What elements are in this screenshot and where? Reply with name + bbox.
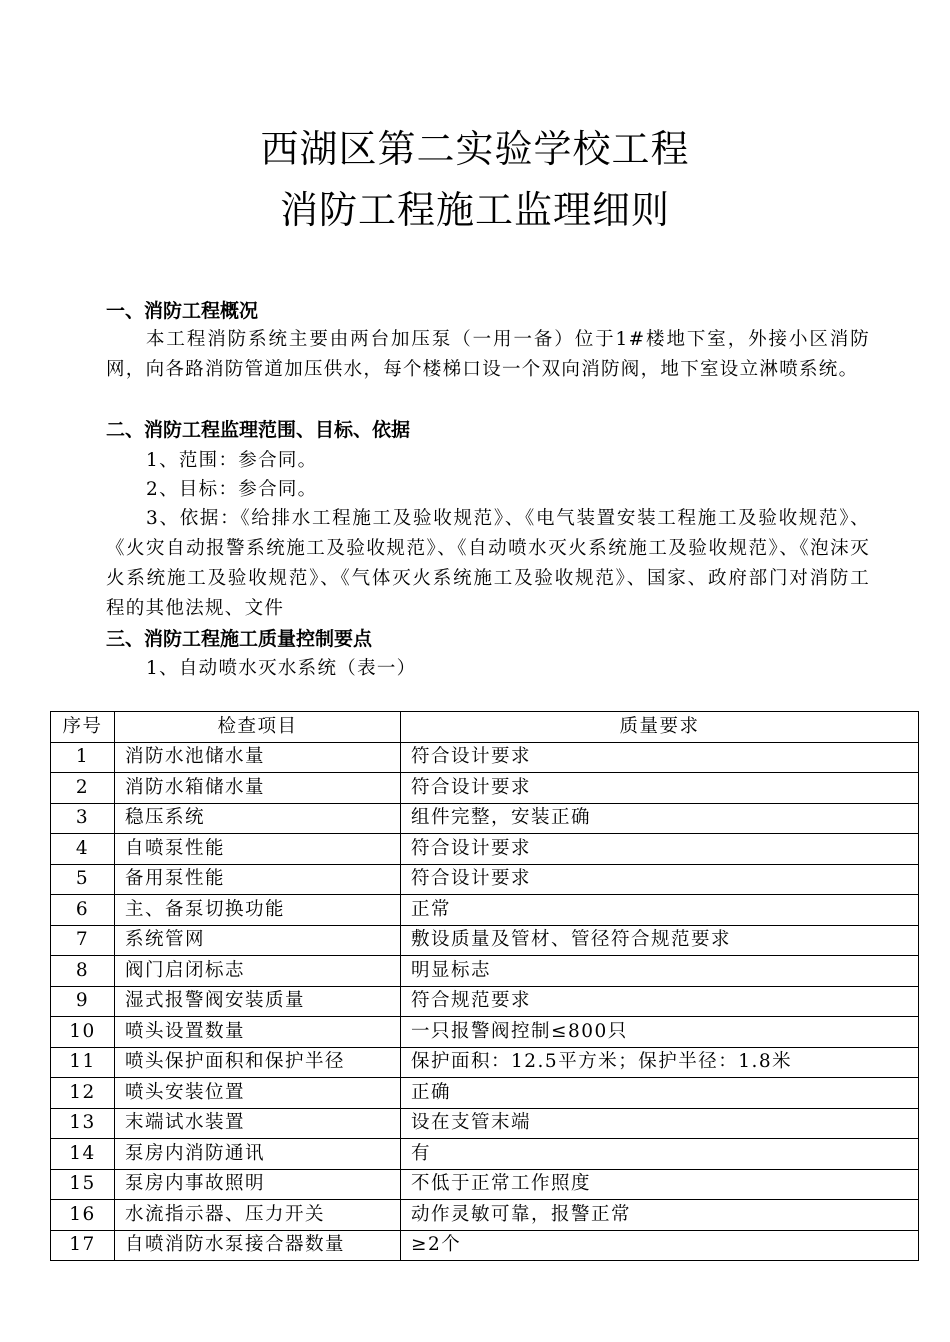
- row-requirement: 符合设计要求: [401, 742, 919, 773]
- row-check-item: 主、备泵切换功能: [115, 895, 401, 926]
- row-check-item: 水流指示器、压力开关: [115, 1200, 401, 1231]
- row-requirement: 有: [401, 1139, 919, 1170]
- table-row: [51, 773, 919, 804]
- row-requirement: 明显标志: [401, 956, 919, 987]
- header-index: 序号: [51, 712, 115, 743]
- row-check-item: 喷头安装位置: [115, 1078, 401, 1109]
- section2-item-basis: 3、依据：《给排水工程施工及验收规范》、《电气装置安装工程施工及验收规范》、《火灾自动报警系统施工及验收规范》、《自动喷水灭火系统施工及验收规范》、《泡沫灭火系统施工及验收规范》、《气体灭火系统施工及验收规范》、国家、政府部门对消防工程的其他法规、文件: [106, 508, 870, 619]
- row-requirement: 敷设质量及管材、管径符合规范要求: [401, 925, 919, 956]
- section2-item-goal: 2、目标：参合同。: [146, 479, 318, 500]
- table-row: [51, 895, 919, 926]
- table-header-row: [51, 712, 919, 743]
- section1-heading: 一、消防工程概况: [106, 300, 259, 322]
- table-row: [51, 864, 919, 895]
- row-index: 10: [51, 1017, 115, 1048]
- row-check-item: 消防水箱储水量: [115, 773, 401, 804]
- table-body: [51, 742, 919, 1261]
- section2-item-scope: 1、范围：参合同。: [146, 450, 318, 471]
- row-index: 14: [51, 1139, 115, 1170]
- table-row: [51, 986, 919, 1017]
- table-row: [51, 1078, 919, 1109]
- table-row: [51, 1139, 919, 1170]
- table-row: [51, 834, 919, 865]
- row-requirement: 正常: [401, 895, 919, 926]
- row-index: 8: [51, 956, 115, 987]
- row-index: 13: [51, 1108, 115, 1139]
- table-row: [51, 1169, 919, 1200]
- row-index: 6: [51, 895, 115, 926]
- row-requirement: 符合设计要求: [401, 834, 919, 865]
- row-index: 12: [51, 1078, 115, 1109]
- row-index: 2: [51, 773, 115, 804]
- row-check-item: 末端试水装置: [115, 1108, 401, 1139]
- row-index: 5: [51, 864, 115, 895]
- table-row: [51, 1017, 919, 1048]
- table-row: [51, 1108, 919, 1139]
- section1-paragraph: 本工程消防系统主要由两台加压泵（一用一备）位于1#楼地下室，外接小区消防网，向各路消防管道加压供水，每个楼梯口设一个双向消防阀，地下室设立淋喷系统。: [106, 329, 870, 380]
- table-row: [51, 1200, 919, 1231]
- document-title-line2: 消防工程施工监理细则: [279, 188, 670, 232]
- row-check-item: 自喷泵性能: [115, 834, 401, 865]
- row-requirement: 不低于正常工作照度: [401, 1169, 919, 1200]
- row-requirement: 保护面积：12.5平方米；保护半径：1.8米: [401, 1047, 919, 1078]
- table-row: [51, 742, 919, 773]
- row-check-item: 自喷消防水泵接合器数量: [115, 1230, 401, 1261]
- row-index: 17: [51, 1230, 115, 1261]
- table-row: [51, 956, 919, 987]
- row-requirement: 动作灵敏可靠，报警正常: [401, 1200, 919, 1231]
- section3-heading: 三、消防工程施工质量控制要点: [106, 628, 373, 650]
- row-index: 9: [51, 986, 115, 1017]
- row-requirement: 设在支管末端: [401, 1108, 919, 1139]
- row-check-item: 系统管网: [115, 925, 401, 956]
- row-check-item: 备用泵性能: [115, 864, 401, 895]
- document-title-line1: 西湖区第二实验学校工程: [260, 127, 690, 171]
- table-row: [51, 1047, 919, 1078]
- header-item: 检查项目: [115, 712, 401, 743]
- section2-heading: 二、消防工程监理范围、目标、依据: [106, 419, 411, 441]
- row-requirement: 符合设计要求: [401, 864, 919, 895]
- row-requirement: 一只报警阀控制≤800只: [401, 1017, 919, 1048]
- row-check-item: 喷头设置数量: [115, 1017, 401, 1048]
- row-requirement: 组件完整，安装正确: [401, 803, 919, 834]
- row-index: 7: [51, 925, 115, 956]
- row-index: 1: [51, 742, 115, 773]
- row-index: 16: [51, 1200, 115, 1231]
- row-requirement: ≥2个: [401, 1230, 919, 1261]
- row-check-item: 泵房内事故照明: [115, 1169, 401, 1200]
- row-index: 3: [51, 803, 115, 834]
- row-check-item: 喷头保护面积和保护半径: [115, 1047, 401, 1078]
- row-check-item: 泵房内消防通讯: [115, 1139, 401, 1170]
- row-check-item: 阀门启闭标志: [115, 956, 401, 987]
- table-row: [51, 803, 919, 834]
- row-index: 4: [51, 834, 115, 865]
- header-requirement: 质量要求: [401, 712, 919, 743]
- row-requirement: 符合设计要求: [401, 773, 919, 804]
- row-check-item: 消防水池储水量: [115, 742, 401, 773]
- section3-subheading: 1、自动喷水灭水系统（表一）: [146, 658, 417, 679]
- row-index: 15: [51, 1169, 115, 1200]
- row-index: 11: [51, 1047, 115, 1078]
- table-row: [51, 925, 919, 956]
- row-requirement: 符合规范要求: [401, 986, 919, 1017]
- sprinkler-inspection-table: [50, 711, 919, 1261]
- row-requirement: 正确: [401, 1078, 919, 1109]
- table-row: [51, 1230, 919, 1261]
- row-check-item: 湿式报警阀安装质量: [115, 986, 401, 1017]
- row-check-item: 稳压系统: [115, 803, 401, 834]
